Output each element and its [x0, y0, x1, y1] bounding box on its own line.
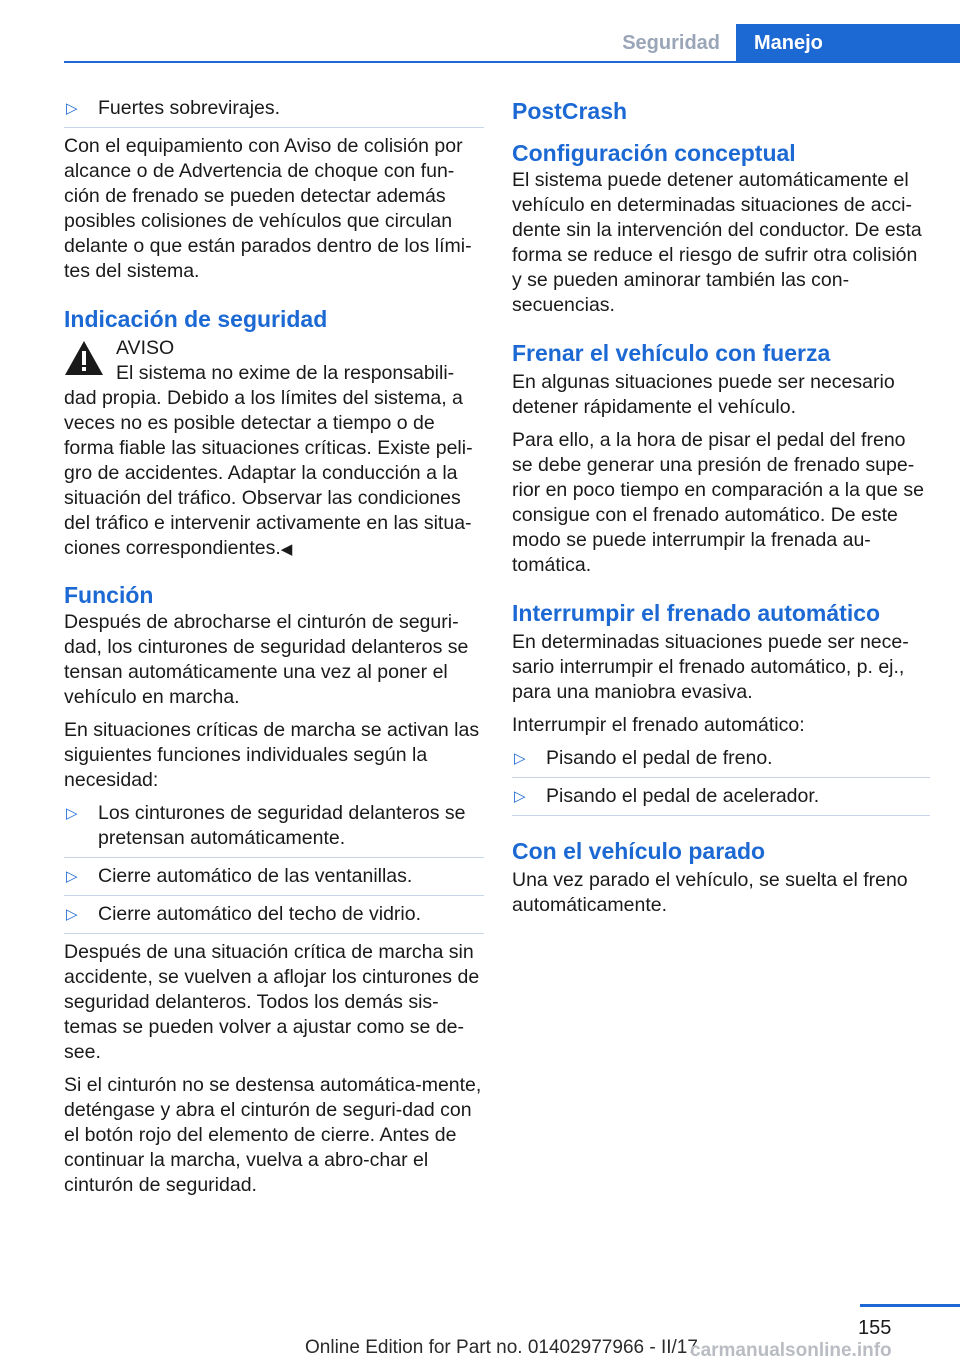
list-item-text: Los cinturones de seguridad delanteros se pretensan automáticamente. [98, 802, 466, 849]
paragraph: El sistema puede detener automáticamente el vehículo en determinadas situaciones de acci-dente sin la intervención del conductor. De esta forma se reduce el riesgo de sufrir otra colisión y se pueden aminorar también las con-secuencias. [512, 169, 922, 316]
heading-function: Función [64, 582, 154, 608]
warning-first-line: El sistema no exime de la responsabili- [116, 362, 455, 384]
list-item [64, 801, 484, 858]
paragraph: En situaciones críticas de marcha se activan las siguientes funciones individuales según la necesidad: [64, 719, 480, 791]
watermark: carmanualsonline.info [690, 1340, 892, 1361]
bullet-triangle-icon: ▷ [66, 100, 78, 117]
paragraph: En determinadas situaciones puede ser nece-sario interrumpir el frenado automático, p. ej., para una maniobra evasiva. [512, 631, 909, 703]
warning-text [64, 386, 484, 562]
bullet-triangle-icon: ▷ [514, 750, 526, 767]
paragraph: Una vez parado el vehículo, se suelta el freno automáticamente. [512, 869, 908, 916]
section-tab[interactable]: Seguridad [622, 31, 720, 54]
list-item-text: Cierre automático de las ventanillas. [98, 865, 413, 887]
paragraph: Si el cinturón no se destensa automática-mente, deténgase y abra el cinturón de seguri-dad con el botón rojo del elemento de cierre. Antes de continuar la marcha, vuelva a abro-char el cinturón de seguridad. [64, 1074, 482, 1196]
warning-block [64, 336, 484, 562]
page-header [622, 24, 960, 62]
heading-postcrash: PostCrash [512, 98, 628, 124]
bullet-triangle-icon: ▷ [66, 868, 78, 885]
list-item [512, 784, 930, 816]
heading-brake: Frenar el vehículo con fuerza [512, 340, 831, 366]
paragraph: En algunas situaciones puede ser necesario detener rápidamente el vehículo. [512, 371, 895, 418]
heading-concept: Configuración conceptual [512, 140, 796, 166]
heading-safety: Indicación de seguridad [64, 306, 328, 332]
paragraph: Con el equipamiento con Aviso de colisión por alcance o de Advertencia de choque con fun-ción de frenado se pueden detectar además posibles colisiones de vehículos que circulan delante o que están parados dentro de los lími-tes del sistema. [64, 135, 472, 282]
warning-title: AVISO [116, 337, 175, 359]
heading-stopped: Con el vehículo parado [512, 838, 766, 864]
list-item-text: Pisando el pedal de freno. [546, 747, 773, 769]
list-item-text: Cierre automático del techo de vidrio. [98, 903, 421, 925]
list-item [64, 96, 484, 128]
bullet-triangle-icon: ▷ [514, 788, 526, 805]
right-column [512, 96, 930, 926]
heading-interrupt: Interrumpir el frenado automático [512, 600, 881, 626]
list-item-text: Pisando el pedal de acelerador. [546, 785, 820, 807]
end-mark-icon: ◀ [280, 541, 293, 558]
paragraph: Después de una situación crítica de marcha sin accidente, se vuelven a aflojar los cinturones de seguridad delanteros. Todos los demás sis-temas se pueden volver a ajustar como se de-see. [64, 941, 480, 1063]
page-number-rule [860, 1304, 960, 1307]
bullet-triangle-icon: ▷ [66, 805, 78, 822]
list-item-text: Fuertes sobrevirajes. [98, 97, 281, 119]
edition-footer: Online Edition for Part no. 01402977966 - II/17 [305, 1337, 698, 1358]
list-item [64, 864, 484, 896]
page-number: 155 [858, 1317, 892, 1339]
header-divider [64, 61, 960, 63]
chapter-tab[interactable]: Manejo [736, 24, 960, 62]
list-item [64, 902, 484, 934]
paragraph: Para ello, a la hora de pisar el pedal del freno se debe generar una presión de frenado supe-rior en poco tiempo en comparación a la que se consigue con el frenado automático. De este modo se puede interrumpir la frenada au-tomática. [512, 429, 924, 576]
warning-body: dad propia. Debido a los límites del sistema, a veces no es posible detectar a tiempo o de forma fiable las situaciones críticas. Existe peli-gro de accidentes. Adaptar la conducción a la situación del tráfico. Observar las condiciones del tráfico e intervenir activamente en las situa-ciones correspondientes. [64, 387, 473, 559]
bullet-triangle-icon: ▷ [66, 906, 78, 923]
list-item [512, 746, 930, 778]
left-column [64, 96, 484, 1206]
warning-triangle-icon [64, 340, 104, 376]
paragraph: Después de abrocharse el cinturón de seguri-dad, los cinturones de seguridad delanteros se tensan automáticamente una vez al poner el vehículo en marcha. [64, 611, 469, 708]
paragraph: Interrumpir el frenado automático: [512, 714, 805, 736]
